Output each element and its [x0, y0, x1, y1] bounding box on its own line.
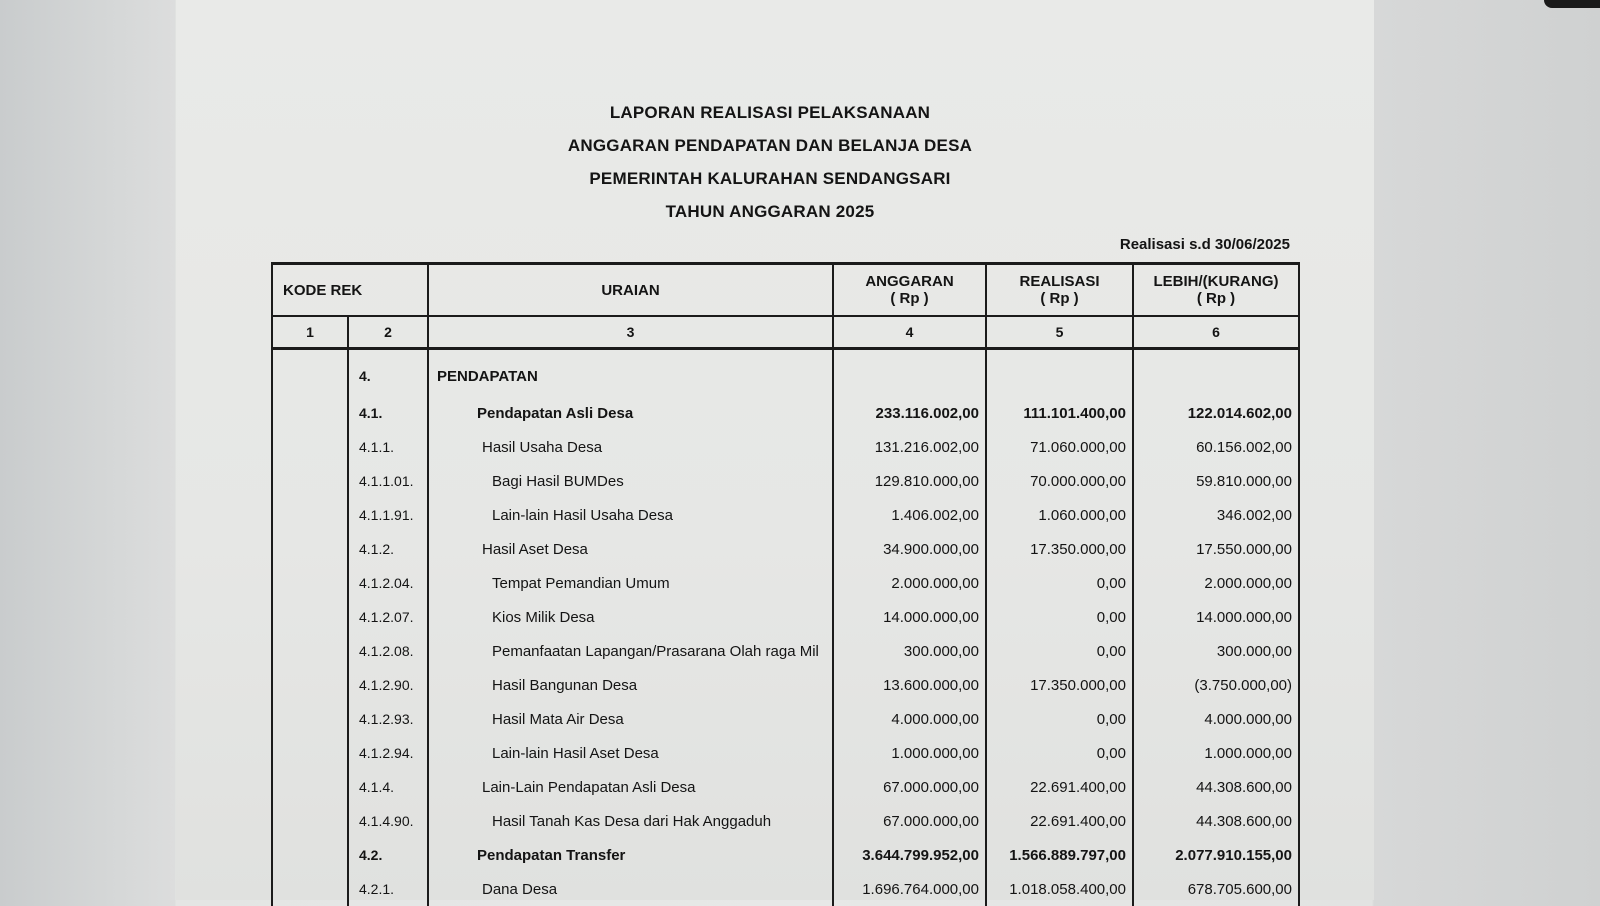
lebih-kurang-cell: 60.156.002,00	[1133, 430, 1299, 464]
kode-rek-cell	[272, 532, 348, 566]
realisasi-cell: 17.350.000,00	[986, 668, 1133, 702]
anggaran-cell: 13.600.000,00	[833, 668, 986, 702]
account-code-cell: 4.1.2.07.	[348, 600, 428, 634]
table-body	[272, 349, 1299, 906]
column-number-row	[272, 316, 1299, 349]
header-lebih-kurang	[1133, 264, 1299, 317]
realisasi-cell: 1.060.000,00	[986, 498, 1133, 532]
account-code-cell: 4.1.1.	[348, 430, 428, 464]
title-line-4: TAHUN ANGGARAN 2025	[500, 195, 1040, 228]
anggaran-cell: 14.000.000,00	[833, 600, 986, 634]
header-lebih-label: LEBIH/(KURANG)	[1140, 273, 1292, 290]
account-code-cell: 4.1.1.91.	[348, 498, 428, 532]
description-cell: Pendapatan Transfer	[428, 838, 833, 872]
anggaran-cell: 4.000.000,00	[833, 702, 986, 736]
title-line-2: ANGGARAN PENDAPATAN DAN BELANJA DESA	[500, 129, 1040, 162]
header-kode-rek: KODE REK	[272, 264, 428, 317]
table-row	[272, 349, 1299, 397]
table-row	[272, 532, 1299, 566]
table-header-row	[272, 264, 1299, 317]
header-realisasi	[986, 264, 1133, 317]
table-row	[272, 838, 1299, 872]
description-cell: Hasil Mata Air Desa	[428, 702, 833, 736]
realisasi-cell: 111.101.400,00	[986, 396, 1133, 430]
lebih-kurang-cell: 2.000.000,00	[1133, 566, 1299, 600]
realisasi-cell: 22.691.400,00	[986, 770, 1133, 804]
description-cell: Pendapatan Asli Desa	[428, 396, 833, 430]
anggaran-cell: 300.000,00	[833, 634, 986, 668]
table-row	[272, 566, 1299, 600]
report-title	[500, 96, 1040, 228]
monitor-corner	[1544, 0, 1600, 8]
column-number: 1	[272, 316, 348, 349]
lebih-kurang-cell: 44.308.600,00	[1133, 804, 1299, 838]
account-code-cell: 4.1.	[348, 396, 428, 430]
anggaran-cell: 1.000.000,00	[833, 736, 986, 770]
realisasi-cell: 71.060.000,00	[986, 430, 1133, 464]
lebih-kurang-cell: (3.750.000,00)	[1133, 668, 1299, 702]
description-cell: Hasil Usaha Desa	[428, 430, 833, 464]
realisasi-cell: 17.350.000,00	[986, 532, 1133, 566]
description-cell: Kios Milik Desa	[428, 600, 833, 634]
account-code-cell: 4.1.4.90.	[348, 804, 428, 838]
description-cell: Hasil Bangunan Desa	[428, 668, 833, 702]
header-lebih-unit: ( Rp )	[1140, 290, 1292, 307]
lebih-kurang-cell: 44.308.600,00	[1133, 770, 1299, 804]
column-number: 4	[833, 316, 986, 349]
anggaran-cell: 34.900.000,00	[833, 532, 986, 566]
account-code-cell: 4.1.2.90.	[348, 668, 428, 702]
kode-rek-cell	[272, 702, 348, 736]
lebih-kurang-cell: 14.000.000,00	[1133, 600, 1299, 634]
table-row	[272, 702, 1299, 736]
anggaran-cell: 67.000.000,00	[833, 770, 986, 804]
header-anggaran-label: ANGGARAN	[840, 273, 979, 290]
account-code-cell: 4.	[348, 349, 428, 397]
description-cell: Tempat Pemandian Umum	[428, 566, 833, 600]
account-code-cell: 4.1.2.94.	[348, 736, 428, 770]
header-uraian: URAIAN	[428, 264, 833, 317]
description-cell: Hasil Tanah Kas Desa dari Hak Anggaduh	[428, 804, 833, 838]
anggaran-cell: 1.696.764.000,00	[833, 872, 986, 906]
anggaran-cell: 67.000.000,00	[833, 804, 986, 838]
lebih-kurang-cell	[1133, 349, 1299, 397]
kode-rek-cell	[272, 349, 348, 397]
header-anggaran-unit: ( Rp )	[840, 290, 979, 307]
kode-rek-cell	[272, 396, 348, 430]
kode-rek-cell	[272, 464, 348, 498]
title-line-3: PEMERINTAH KALURAHAN SENDANGSARI	[500, 162, 1040, 195]
realisasi-cell: 0,00	[986, 600, 1133, 634]
kode-rek-cell	[272, 770, 348, 804]
header-realisasi-label: REALISASI	[993, 273, 1126, 290]
description-cell: PENDAPATAN	[428, 349, 833, 397]
description-cell: Dana Desa	[428, 872, 833, 906]
lebih-kurang-cell: 17.550.000,00	[1133, 532, 1299, 566]
realisasi-cell: 22.691.400,00	[986, 804, 1133, 838]
anggaran-cell: 3.644.799.952,00	[833, 838, 986, 872]
header-realisasi-unit: ( Rp )	[993, 290, 1126, 307]
anggaran-cell	[833, 349, 986, 397]
description-cell: Hasil Aset Desa	[428, 532, 833, 566]
lebih-kurang-cell: 2.077.910.155,00	[1133, 838, 1299, 872]
kode-rek-cell	[272, 566, 348, 600]
table-row	[272, 600, 1299, 634]
kode-rek-cell	[272, 736, 348, 770]
table-row	[272, 464, 1299, 498]
account-code-cell: 4.1.2.	[348, 532, 428, 566]
kode-rek-cell	[272, 838, 348, 872]
lebih-kurang-cell: 678.705.600,00	[1133, 872, 1299, 906]
realisasi-cell: 0,00	[986, 702, 1133, 736]
account-code-cell: 4.2.	[348, 838, 428, 872]
table-row	[272, 804, 1299, 838]
lebih-kurang-cell: 122.014.602,00	[1133, 396, 1299, 430]
account-code-cell: 4.1.2.08.	[348, 634, 428, 668]
description-cell: Lain-lain Hasil Aset Desa	[428, 736, 833, 770]
table-row	[272, 430, 1299, 464]
lebih-kurang-cell: 346.002,00	[1133, 498, 1299, 532]
table-row	[272, 736, 1299, 770]
realisasi-date: Realisasi s.d 30/06/2025	[1000, 236, 1290, 253]
header-anggaran	[833, 264, 986, 317]
column-number: 6	[1133, 316, 1299, 349]
table-row	[272, 770, 1299, 804]
lebih-kurang-cell: 1.000.000,00	[1133, 736, 1299, 770]
table-row	[272, 872, 1299, 906]
lebih-kurang-cell: 300.000,00	[1133, 634, 1299, 668]
table-row	[272, 668, 1299, 702]
account-code-cell: 4.1.2.93.	[348, 702, 428, 736]
lebih-kurang-cell: 4.000.000,00	[1133, 702, 1299, 736]
kode-rek-cell	[272, 600, 348, 634]
realisasi-cell: 1.566.889.797,00	[986, 838, 1133, 872]
table-row	[272, 396, 1299, 430]
table-row	[272, 498, 1299, 532]
column-number: 3	[428, 316, 833, 349]
account-code-cell: 4.2.1.	[348, 872, 428, 906]
kode-rek-cell	[272, 872, 348, 906]
account-code-cell: 4.1.1.01.	[348, 464, 428, 498]
kode-rek-cell	[272, 430, 348, 464]
realisasi-cell: 0,00	[986, 566, 1133, 600]
anggaran-cell: 131.216.002,00	[833, 430, 986, 464]
anggaran-cell: 2.000.000,00	[833, 566, 986, 600]
kode-rek-cell	[272, 668, 348, 702]
anggaran-cell: 129.810.000,00	[833, 464, 986, 498]
realisasi-cell	[986, 349, 1133, 397]
realisasi-cell: 0,00	[986, 634, 1133, 668]
column-number: 5	[986, 316, 1133, 349]
description-cell: Lain-Lain Pendapatan Asli Desa	[428, 770, 833, 804]
lebih-kurang-cell: 59.810.000,00	[1133, 464, 1299, 498]
anggaran-cell: 233.116.002,00	[833, 396, 986, 430]
kode-rek-cell	[272, 498, 348, 532]
column-number: 2	[348, 316, 428, 349]
description-cell: Pemanfaatan Lapangan/Prasarana Olah raga Mil	[428, 634, 833, 668]
realisasi-cell: 1.018.058.400,00	[986, 872, 1133, 906]
anggaran-cell: 1.406.002,00	[833, 498, 986, 532]
description-cell: Bagi Hasil BUMDes	[428, 464, 833, 498]
title-line-1: LAPORAN REALISASI PELAKSANAAN	[500, 96, 1040, 129]
description-cell: Lain-lain Hasil Usaha Desa	[428, 498, 833, 532]
kode-rek-cell	[272, 804, 348, 838]
table-row	[272, 634, 1299, 668]
realisasi-cell: 0,00	[986, 736, 1133, 770]
kode-rek-cell	[272, 634, 348, 668]
realization-table	[271, 262, 1300, 906]
account-code-cell: 4.1.2.04.	[348, 566, 428, 600]
realisasi-cell: 70.000.000,00	[986, 464, 1133, 498]
account-code-cell: 4.1.4.	[348, 770, 428, 804]
